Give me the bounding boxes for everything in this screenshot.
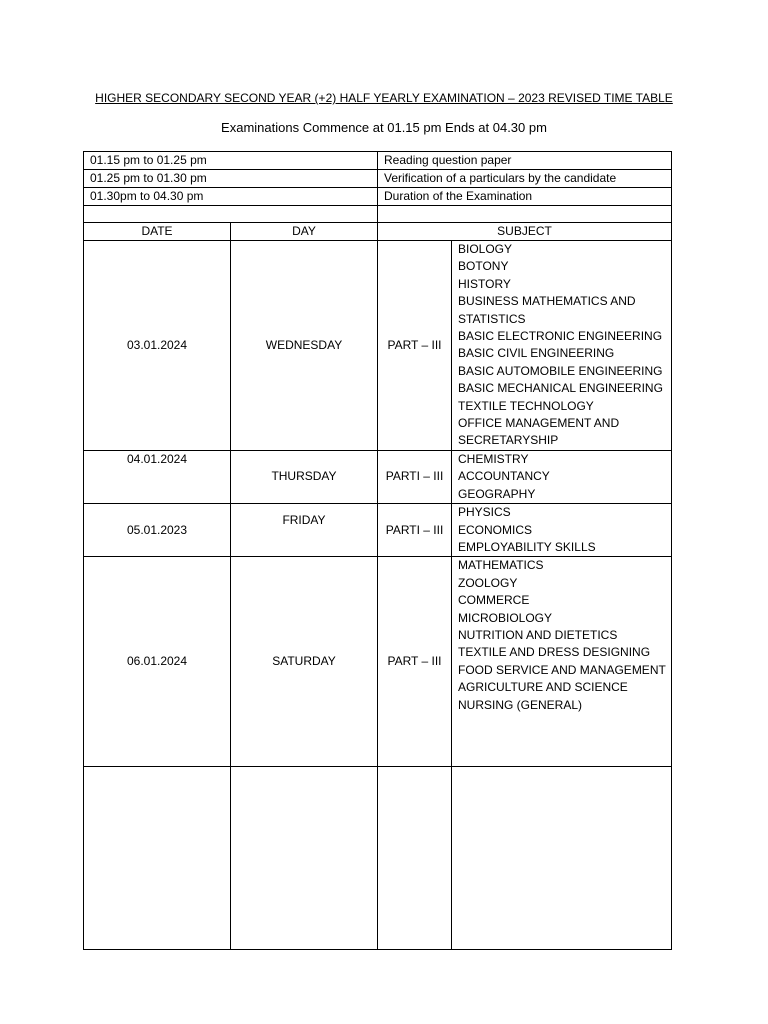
empty-row <box>84 767 672 950</box>
timing-activity: Verification of a particulars by the candidate <box>378 170 672 188</box>
exam-part: PARTI – III <box>378 504 452 557</box>
empty-cell <box>378 206 672 223</box>
timing-row <box>84 152 672 170</box>
subject-item: BOTONY <box>458 259 509 274</box>
subject-item: BASIC AUTOMOBILE ENGINEERING <box>458 363 663 378</box>
timetable <box>83 151 672 950</box>
timing-activity: Reading question paper <box>378 152 672 170</box>
column-header-subject: SUBJECT <box>378 223 672 241</box>
empty-cell <box>378 767 452 950</box>
timing-activity: Duration of the Examination <box>378 188 672 206</box>
subject-item: CHEMISTRY <box>458 451 529 466</box>
subject-list <box>452 450 672 503</box>
subject-item: TEXTILE TECHNOLOGY <box>458 398 594 413</box>
exam-date: 04.01.2024 <box>84 450 231 503</box>
page-subtitle: Examinations Commence at 01.15 pm Ends at 04.30 pm <box>221 120 547 135</box>
schedule-row <box>84 557 672 767</box>
column-header-date: DATE <box>84 223 231 241</box>
header-row <box>84 223 672 241</box>
exam-day: SATURDAY <box>231 557 378 767</box>
exam-date: 03.01.2024 <box>84 241 231 451</box>
subject-list <box>452 557 672 767</box>
subject-item: FOOD SERVICE AND MANAGEMENT <box>458 662 666 677</box>
column-header-day: DAY <box>231 223 378 241</box>
subject-item: BASIC MECHANICAL ENGINEERING <box>458 381 663 396</box>
exam-day: FRIDAY <box>231 504 378 557</box>
subject-item: ECONOMICS <box>458 522 533 537</box>
subject-item: ACCOUNTANCY <box>458 469 550 484</box>
empty-cell <box>84 206 378 223</box>
subject-item: BASIC ELECTRONIC ENGINEERING <box>458 329 663 344</box>
empty-cell <box>231 767 378 950</box>
exam-day: THURSDAY <box>231 450 378 503</box>
exam-date: 06.01.2024 <box>84 557 231 767</box>
subject-item: TEXTILE AND DRESS DESIGNING <box>458 645 651 660</box>
schedule-row <box>84 504 672 557</box>
exam-part: PARTI – III <box>378 450 452 503</box>
timing-time: 01.25 pm to 01.30 pm <box>84 170 378 188</box>
schedule-row <box>84 241 672 451</box>
subject-item: STATISTICS <box>458 311 526 326</box>
subject-item: MATHEMATICS <box>458 558 544 573</box>
subject-item: GEOGRAPHY <box>458 486 536 501</box>
subject-list <box>452 241 672 451</box>
empty-cell <box>84 767 231 950</box>
subject-item: BASIC CIVIL ENGINEERING <box>458 346 615 361</box>
subject-item: EMPLOYABILITY SKILLS <box>458 539 596 554</box>
exam-part: PART – III <box>378 241 452 451</box>
subject-item: ZOOLOGY <box>458 575 518 590</box>
subject-item: PHYSICS <box>458 505 511 520</box>
timing-row <box>84 188 672 206</box>
timing-time: 01.30pm to 04.30 pm <box>84 188 378 206</box>
subject-item: BIOLOGY <box>458 242 513 256</box>
subject-item: COMMERCE <box>458 593 530 608</box>
subject-item: HISTORY <box>458 276 511 291</box>
subject-item: SECRETARYSHIP <box>458 433 559 448</box>
subject-item: OFFICE MANAGEMENT AND <box>458 416 620 431</box>
exam-date: 05.01.2023 <box>84 504 231 557</box>
timing-row <box>84 170 672 188</box>
subject-item: BUSINESS MATHEMATICS AND <box>458 294 636 309</box>
page-title: HIGHER SECONDARY SECOND YEAR (+2) HALF YEARLY EXAMINATION – 2023 REVISED TIME TABLE <box>95 91 673 105</box>
subject-list <box>452 504 672 557</box>
spacer-row <box>84 206 672 223</box>
subject-item: NUTRITION AND DIETETICS <box>458 627 618 642</box>
subject-item: NURSING (GENERAL) <box>458 697 583 712</box>
exam-day: WEDNESDAY <box>231 241 378 451</box>
exam-part: PART – III <box>378 557 452 767</box>
schedule-row <box>84 450 672 503</box>
subject-item: AGRICULTURE AND SCIENCE <box>458 680 628 695</box>
timing-time: 01.15 pm to 01.25 pm <box>84 152 378 170</box>
empty-cell <box>452 767 672 950</box>
subject-item: MICROBIOLOGY <box>458 610 553 625</box>
